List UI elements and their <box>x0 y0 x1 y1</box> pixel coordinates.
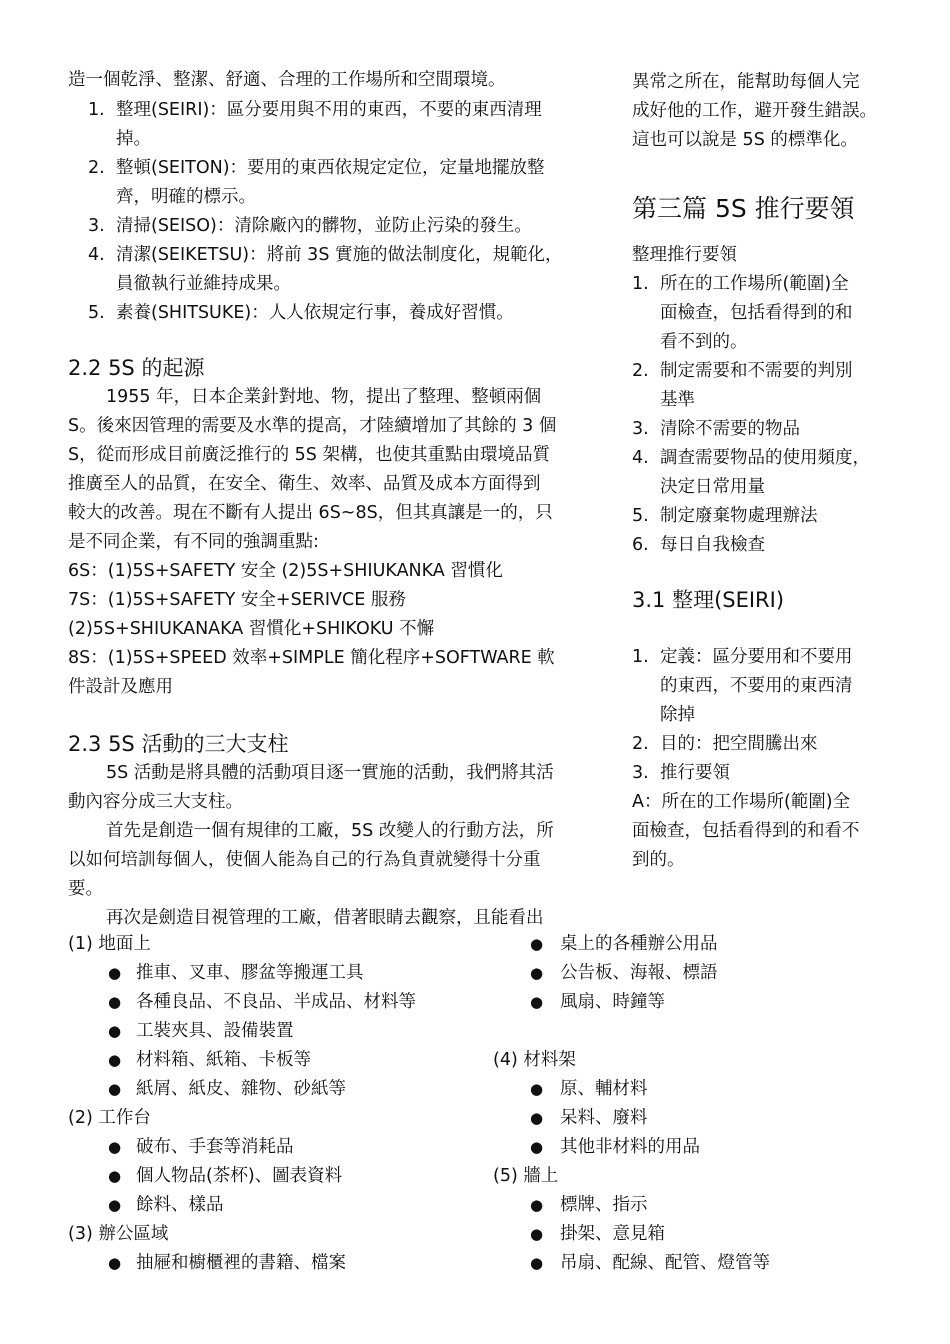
bullet-item: 個人物品(茶杯)、圖表資料 <box>136 1166 343 1186</box>
list-item-line: 目的：把空間騰出來 <box>660 734 818 754</box>
paragraph-line: 8S：(1)5S+SPEED 效率+SIMPLE 簡化程序+SOFTWARE 軟 <box>68 648 555 668</box>
section-heading: 2.3 5S 活動的三大支柱 <box>68 732 289 756</box>
paragraph-line: 較大的改善。現在不斷有人提出 6S~8S，但其真讓是一的，只 <box>68 503 553 523</box>
bullet-icon: ● <box>530 1138 544 1156</box>
paragraph-line: S，從而形成目前廣泛推行的 5S 架構，也使其重點由環境品質 <box>68 445 550 465</box>
bullet-icon: ● <box>530 935 544 953</box>
list-number: 3. <box>632 419 649 439</box>
bullet-item: 吊扇、配線、配管、燈管等 <box>560 1253 770 1273</box>
list-number: 1. <box>88 100 105 120</box>
bullet-item: 桌上的各種辦公用品 <box>560 934 718 954</box>
bullet-item: 各種良品、不良品、半成品、材料等 <box>136 992 416 1012</box>
bullet-icon: ● <box>530 1109 544 1127</box>
group-heading: (3) 辦公區域 <box>68 1224 169 1244</box>
list-item-line: 定義：區分要用和不要用 <box>660 647 853 667</box>
paragraph-line: 異常之所在，能幫助每個人完 <box>632 72 860 92</box>
bullet-item: 材料箱、紙箱、卡板等 <box>136 1050 311 1070</box>
list-item-line: 整頓(SEITON)：要用的東西依規定定位，定量地擺放整 <box>116 158 545 178</box>
list-item-line: 決定日常用量 <box>660 477 765 497</box>
list-item-line: 除掉 <box>660 705 695 725</box>
paragraph-line: 到的。 <box>632 850 685 870</box>
list-number: 5. <box>632 506 649 526</box>
bullet-icon: ● <box>108 1080 122 1098</box>
list-item-line: 基準 <box>660 390 695 410</box>
list-number: 1. <box>632 647 649 667</box>
paragraph-line: A：所在的工作場所(範圍)全 <box>632 792 851 812</box>
paragraph-line: 這也可以說是 5S 的標準化。 <box>632 130 858 150</box>
paragraph-line: 7S：(1)5S+SAFETY 安全+SERIVCE 服務 <box>68 590 406 610</box>
list-number: 1. <box>632 274 649 294</box>
bullet-icon: ● <box>108 1196 122 1214</box>
paragraph-line: 造一個乾淨、整潔、舒適、合理的工作場所和空間環境。 <box>68 70 506 90</box>
bullet-item: 掛架、意見箱 <box>560 1224 665 1244</box>
paragraph-line: 推廣至人的品質，在安全、衛生、效率、品質及成本方面得到 <box>68 474 541 494</box>
bullet-icon: ● <box>530 1080 544 1098</box>
paragraph-line: 面檢查，包括看得到的和看不 <box>632 821 860 841</box>
list-item-line: 面檢查，包括看得到的和 <box>660 303 853 323</box>
list-item-line: 清除不需要的物品 <box>660 419 800 439</box>
bullet-item: 原、輔材料 <box>560 1079 648 1099</box>
list-number: 6. <box>632 535 649 555</box>
subheading: 整理推行要領 <box>632 245 737 265</box>
list-item-line: 清掃(SEISO)：清除廠內的髒物，並防止污染的發生。 <box>116 216 532 236</box>
bullet-item: 抽屜和櫥櫃裡的書籍、檔案 <box>136 1253 346 1273</box>
list-item-line: 齊，明確的標示。 <box>116 187 256 207</box>
paragraph-line: (2)5S+SHIUKANAKA 習慣化+SHIKOKU 不懈 <box>68 619 435 639</box>
list-item-line: 調查需要物品的使用頻度， <box>660 448 870 468</box>
list-item-line: 看不到的。 <box>660 332 748 352</box>
group-heading: (5) 牆上 <box>493 1166 559 1186</box>
paragraph-line: 6S：(1)5S+SAFETY 安全 (2)5S+SHIUKANKA 習慣化 <box>68 561 503 581</box>
paragraph-line: 件設計及應用 <box>68 677 173 697</box>
paragraph-line: 以如何培訓每個人，使個人能為自己的行為負責就變得十分重 <box>68 850 541 870</box>
list-item-line: 素養(SHITSUKE)：人人依規定行事，養成好習慣。 <box>116 303 514 323</box>
bullet-icon: ● <box>108 964 122 982</box>
section-heading: 2.2 5S 的起源 <box>68 356 205 380</box>
paragraph-line: 成好他的工作，避开發生錯誤。 <box>632 101 877 121</box>
list-item-line: 推行要領 <box>660 763 730 783</box>
bullet-item: 工裝夾具、設備裝置 <box>136 1021 294 1041</box>
list-number: 4. <box>88 245 105 265</box>
paragraph-line: 要。 <box>68 879 103 899</box>
list-number: 5. <box>88 303 105 323</box>
list-item-line: 的東西，不要用的東西清 <box>660 676 853 696</box>
bullet-icon: ● <box>530 1196 544 1214</box>
list-item-line: 整理(SEIRI)：區分要用與不用的東西，不要的東西清理 <box>116 100 542 120</box>
group-heading: (1) 地面上 <box>68 934 151 954</box>
group-heading: (2) 工作台 <box>68 1108 151 1128</box>
list-number: 2. <box>88 158 105 178</box>
paragraph-line: 5S 活動是將具體的活動項目逐一實施的活動，我們將其活 <box>106 763 554 783</box>
list-number: 3. <box>632 763 649 783</box>
bullet-item: 呆料、廢料 <box>560 1108 648 1128</box>
section-heading: 3.1 整理(SEIRI) <box>632 588 785 612</box>
list-item-line: 制定需要和不需要的判別 <box>660 361 853 381</box>
group-heading: (4) 材料架 <box>493 1050 576 1070</box>
list-number: 2. <box>632 734 649 754</box>
bullet-item: 紙屑、紙皮、雜物、砂紙等 <box>136 1079 346 1099</box>
list-item-line: 制定廢棄物處理辦法 <box>660 506 818 526</box>
paragraph-line: 是不同企業，有不同的強調重點: <box>68 532 319 552</box>
list-item-line: 每日自我檢查 <box>660 535 765 555</box>
bullet-icon: ● <box>108 993 122 1011</box>
paragraph-line: 動內容分成三大支柱。 <box>68 792 243 812</box>
bullet-icon: ● <box>530 1254 544 1272</box>
bullet-icon: ● <box>108 1167 122 1185</box>
bullet-item: 標牌、指示 <box>560 1195 648 1215</box>
paragraph-line: 1955 年，日本企業針對地、物，提出了整理、整頓兩個 <box>106 387 542 407</box>
list-item-line: 員徹執行並維持成果。 <box>116 274 291 294</box>
bullet-item: 破布、手套等消耗品 <box>136 1137 294 1157</box>
paragraph-line: 首先是創造一個有規律的工廠，5S 改變人的行動方法，所 <box>106 821 554 841</box>
bullet-icon: ● <box>530 1225 544 1243</box>
bullet-icon: ● <box>108 1254 122 1272</box>
bullet-item: 風扇、時鐘等 <box>560 992 665 1012</box>
list-number: 3. <box>88 216 105 236</box>
bullet-icon: ● <box>530 993 544 1011</box>
part-heading: 第三篇 5S 推行要領 <box>632 194 855 223</box>
bullet-item: 推車、叉車、膠盆等搬運工具 <box>136 963 364 983</box>
bullet-icon: ● <box>108 1138 122 1156</box>
list-item-line: 清潔(SEIKETSU)：將前 3S 實施的做法制度化，規範化， <box>116 245 563 265</box>
list-number: 2. <box>632 361 649 381</box>
bullet-item: 公告板、海報、標語 <box>560 963 718 983</box>
bullet-item: 餘料、樣品 <box>136 1195 224 1215</box>
list-item-line: 掉。 <box>116 129 151 149</box>
bullet-icon: ● <box>108 1051 122 1069</box>
bullet-icon: ● <box>530 964 544 982</box>
bullet-icon: ● <box>108 1022 122 1040</box>
list-number: 4. <box>632 448 649 468</box>
bullet-item: 其他非材料的用品 <box>560 1137 700 1157</box>
paragraph-line: 再次是劍造目視管理的工廠，借著眼睛去觀察，且能看出 <box>106 908 544 928</box>
list-item-line: 所在的工作場所(範圍)全 <box>660 274 849 294</box>
paragraph-line: S。後來因管理的需要及水準的提高，才陸續增加了其餘的 3 個 <box>68 416 557 436</box>
